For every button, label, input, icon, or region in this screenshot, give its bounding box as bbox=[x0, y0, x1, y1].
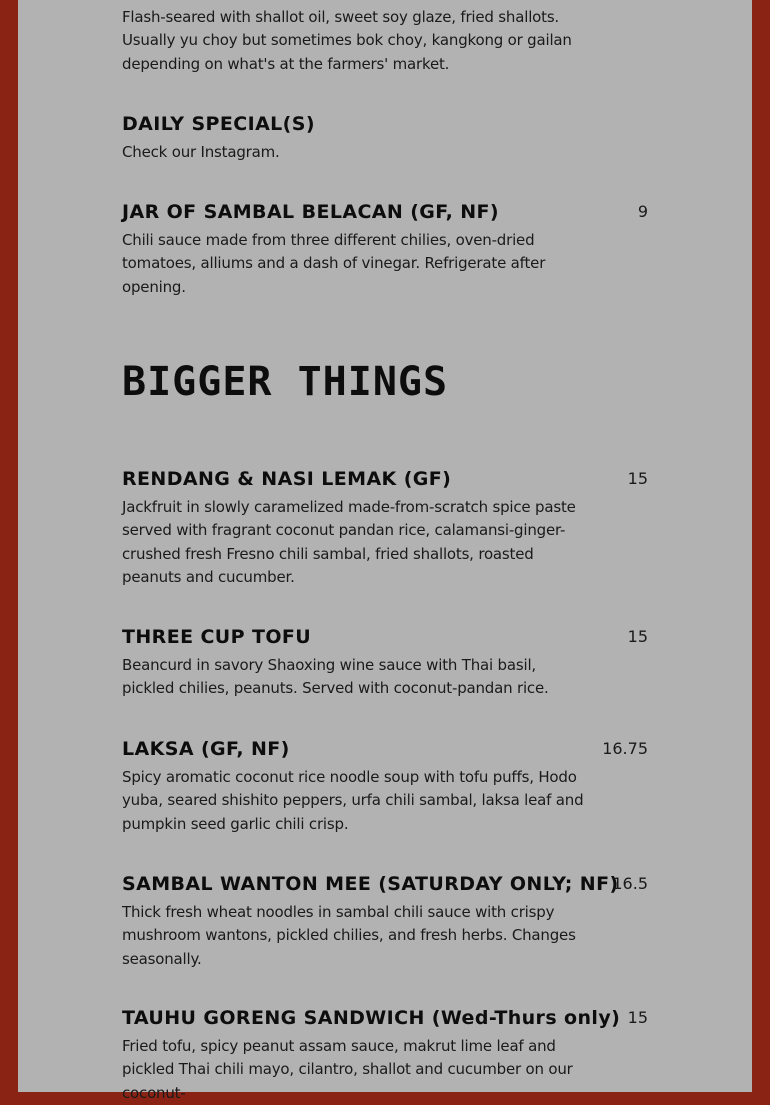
menu-item-price: 16.5 bbox=[612, 874, 648, 893]
menu-item-header bbox=[122, 1006, 648, 1030]
menu-item-header bbox=[122, 625, 648, 649]
menu-item-name: DAILY SPECIAL(S) bbox=[122, 113, 315, 135]
menu-item-header bbox=[122, 112, 648, 136]
menu-item-description: Fried tofu, spicy peanut assam sauce, makrut lime leaf and pickled Thai chili mayo, cilantro, shallot and cucumber on our coconut- bbox=[122, 1037, 573, 1102]
menu-item-description: Chili sauce made from three different chilies, oven-dried tomatoes, alliums and a dash of vinegar. Refrigerate after opening. bbox=[122, 231, 546, 296]
menu-item-price: 16.75 bbox=[602, 739, 648, 758]
menu-item-laksa bbox=[122, 737, 648, 836]
menu-item-description: Spicy aromatic coconut rice noodle soup with tofu puffs, Hodo yuba, seared shishito peppers, urfa chili sambal, laksa leaf and pumpkin seed garlic chili crisp. bbox=[122, 768, 584, 833]
menu-item-daily-special bbox=[122, 112, 648, 164]
menu-item-name: JAR OF SAMBAL BELACAN (GF, NF) bbox=[122, 201, 500, 223]
menu-item-price: 15 bbox=[627, 1008, 648, 1027]
menu-item-header bbox=[122, 467, 648, 491]
menu-item-name: LAKSA (GF, NF) bbox=[122, 738, 290, 760]
menu-item-wanton-mee bbox=[122, 872, 648, 971]
menu-item-description: Flash-seared with shallot oil, sweet soy glaze, fried shallots. Usually yu choy but sometimes bok choy, kangkong or gailan depending on what's at the farmers' market. bbox=[122, 8, 572, 73]
menu-item-price: 15 bbox=[627, 469, 648, 488]
menu-item-sambal-jar bbox=[122, 200, 648, 299]
menu-item-price: 15 bbox=[627, 627, 648, 646]
menu-item-price: 9 bbox=[637, 202, 648, 221]
menu-item-description: Jackfruit in slowly caramelized made-from-scratch spice paste served with fragrant coconut pandan rice, calamansi-ginger-crushed fresh Fresno chili sambal, fried shallots, roasted peanuts and cucumber. bbox=[122, 498, 576, 586]
menu-item-rendang bbox=[122, 467, 648, 589]
menu-item-header bbox=[122, 737, 648, 761]
menu-item-name: SAMBAL WANTON MEE (SATURDAY ONLY; NF) bbox=[122, 873, 619, 895]
menu-page bbox=[18, 0, 752, 1102]
menu-item-description: Beancurd in savory Shaoxing wine sauce with Thai basil, pickled chilies, peanuts. Served with coconut-pandan rice. bbox=[122, 656, 549, 698]
menu-item-name: THREE CUP TOFU bbox=[122, 626, 312, 648]
menu-item-partial bbox=[122, 0, 648, 76]
menu-item-header bbox=[122, 872, 648, 896]
menu-item-name: RENDANG & NASI LEMAK (GF) bbox=[122, 468, 452, 490]
menu-item-description: Thick fresh wheat noodles in sambal chili sauce with crispy mushroom wantons, pickled chilies, and fresh herbs. Changes seasonally. bbox=[122, 903, 576, 968]
section-title: BIGGER THINGS bbox=[122, 359, 449, 405]
menu-item-three-cup-tofu bbox=[122, 625, 648, 701]
menu-item-description: Check our Instagram. bbox=[122, 143, 280, 161]
menu-item-header bbox=[122, 200, 648, 224]
menu-item-name: TAUHU GORENG SANDWICH (Wed-Thurs only) bbox=[122, 1007, 621, 1029]
menu-item-tauhu-sandwich bbox=[122, 1006, 648, 1105]
